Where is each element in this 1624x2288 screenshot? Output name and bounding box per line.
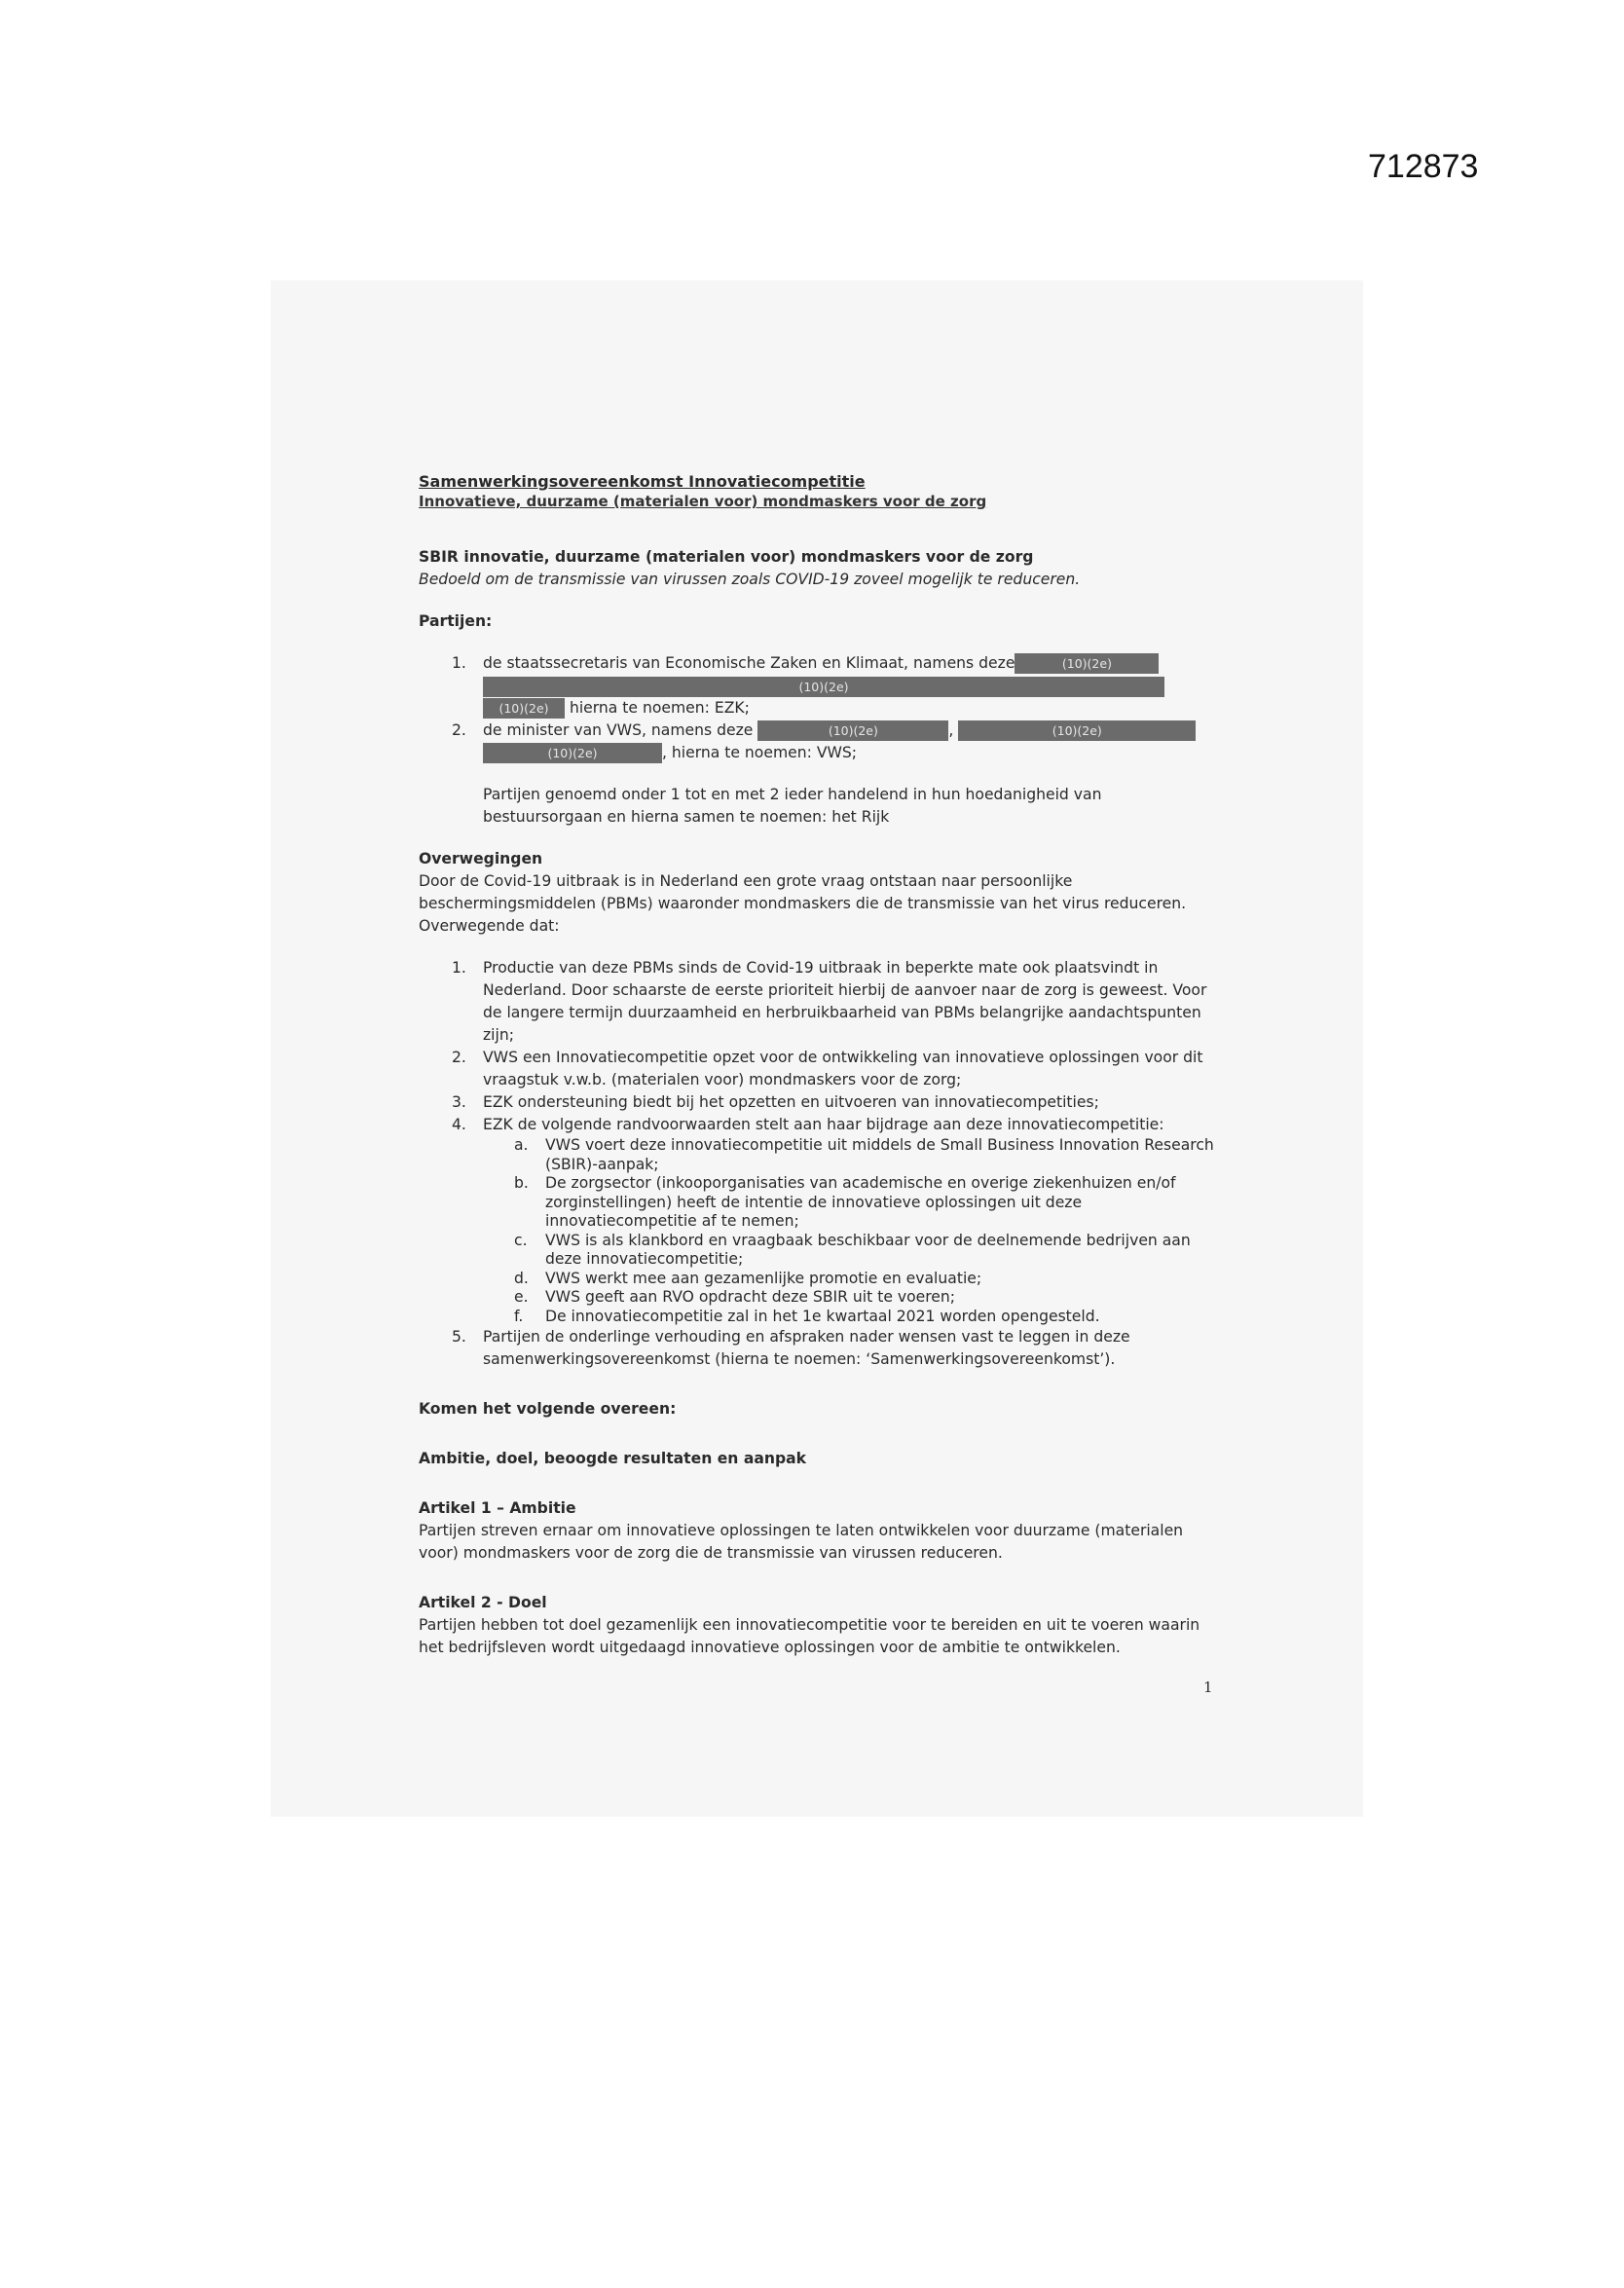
document-body: [419, 472, 1217, 1659]
list-item: f. De innovatiecompetitie zal in het 1e kwartaal 2021 worden opengesteld.: [514, 1307, 1100, 1325]
list-item: a. VWS voert deze innovatiecompetitie uit middels de Small Business Innovation Research (SBIR)-aanpak;: [514, 1136, 1214, 1173]
article-2-heading: Artikel 2 - Doel: [419, 1594, 547, 1611]
redaction-box: (10)(2e): [483, 743, 662, 763]
partijen-heading: Partijen:: [419, 612, 493, 630]
article-1-text: Partijen streven ernaar om innovatieve oplossingen te laten ontwikkelen voor duurzame (materialen voor) mondmaskers voor de zorg die de transmissie van virussen reduceren.: [419, 1522, 1184, 1562]
document-subtitle: Innovatieve, duurzame (materialen voor) mondmaskers voor de zorg: [419, 493, 987, 510]
considerations-list: [419, 957, 1217, 1136]
article-2-text: Partijen hebben tot doel gezamenlijk een innovatiecompetitie voor te bereiden en uit te voeren waarin het bedrijfsleven wordt uitgedaagd innovatieve oplossingen voor de ambitie te ontwikkelen.: [419, 1616, 1200, 1656]
subheading: Bedoeld om de transmissie van virussen zoals COVID-19 zoveel mogelijk te reduceren.: [419, 571, 1081, 588]
redaction-box: (10)(2e): [757, 720, 948, 741]
party-2: 2. de minister van VWS, namens deze (10)(2e) , (10)(2e) (10)(2e) , hierna te noemen: VWS;: [419, 720, 1217, 764]
party-1: 1. de staatssecretaris van Economische Zaken en Klimaat, namens deze (10)(2e) (10)(2e) (10)(2e) hierna te noemen: EZK;: [419, 652, 1217, 720]
heading: SBIR innovatie, duurzame (materialen voor) mondmaskers voor de zorg: [419, 548, 1034, 566]
redaction-box: (10)(2e): [1015, 653, 1159, 674]
document-id: 712873: [1368, 148, 1479, 185]
list-item: b. De zorgsector (inkooporganisaties van academische en overige ziekenhuizen en/of zorginstellingen) heeft de intentie de innovatieve oplossingen uit deze innovatiecompetitie af te nemen;: [514, 1174, 1176, 1230]
redaction-box: (10)(2e): [958, 720, 1196, 741]
section-heading: Ambitie, doel, beoogde resultaten en aanpak: [419, 1450, 807, 1467]
article-1-heading: Artikel 1 – Ambitie: [419, 1499, 576, 1517]
overwegingen-heading: Overwegingen: [419, 850, 543, 867]
overwegingen-intro: Door de Covid-19 uitbraak is in Nederland een grote vraag ontstaan naar persoonlijke beschermingsmiddelen (PBMs) waaronder mondmaskers die de transmissie van het virus reduceren. Overwegende dat:: [419, 872, 1187, 935]
list-item: 2. VWS een Innovatiecompetitie opzet voor de ontwikkeling van innovatieve oplossingen voor dit vraagstuk v.w.b. (materialen voor) mondmaskers voor de zorg;: [452, 1049, 1203, 1089]
list-item: 5. Partijen de onderlinge verhouding en afspraken nader wensen vast te leggen in deze samenwerkingsovereenkomst (hierna te noemen: ‘Samenwerkingsovereenkomst’).: [452, 1328, 1130, 1368]
list-item: 1. Productie van deze PBMs sinds de Covid-19 uitbraak in beperkte mate ook plaatsvindt in Nederland. Door schaarste de eerste prioriteit hierbij de aanvoer naar de zorg is geweest. Voor de langere termijn duurzaamheid en herbruikbaarheid van PBMs belangrijke aandachtspunten zijn;: [452, 959, 1207, 1044]
page-number: 1: [1203, 1679, 1213, 1696]
redaction-box: (10)(2e): [483, 677, 1164, 697]
list-item: 3. EZK ondersteuning biedt bij het opzetten en uitvoeren van innovatiecompetities;: [452, 1093, 1099, 1111]
conditions-list: [419, 1136, 1217, 1326]
document-title: Samenwerkingsovereenkomst Innovatiecompetitie: [419, 472, 866, 491]
parties-note: Partijen genoemd onder 1 tot en met 2 ieder handelend in hun hoedanigheid van bestuursorgaan en hierna samen te noemen: het Rijk: [483, 786, 1102, 826]
agree-heading: Komen het volgende overeen:: [419, 1400, 677, 1418]
redaction-box: (10)(2e): [483, 698, 565, 719]
list-item: e. VWS geeft aan RVO opdracht deze SBIR uit te voeren;: [514, 1288, 956, 1306]
list-item: 4. EZK de volgende randvoorwaarden stelt aan haar bijdrage aan deze innovatiecompetitie:: [452, 1116, 1164, 1133]
list-item: c. VWS is als klankbord en vraagbaak beschikbaar voor de deelnemende bedrijven aan deze innovatiecompetitie;: [514, 1231, 1191, 1268]
list-item: d. VWS werkt mee aan gezamenlijke promotie en evaluatie;: [514, 1269, 982, 1287]
